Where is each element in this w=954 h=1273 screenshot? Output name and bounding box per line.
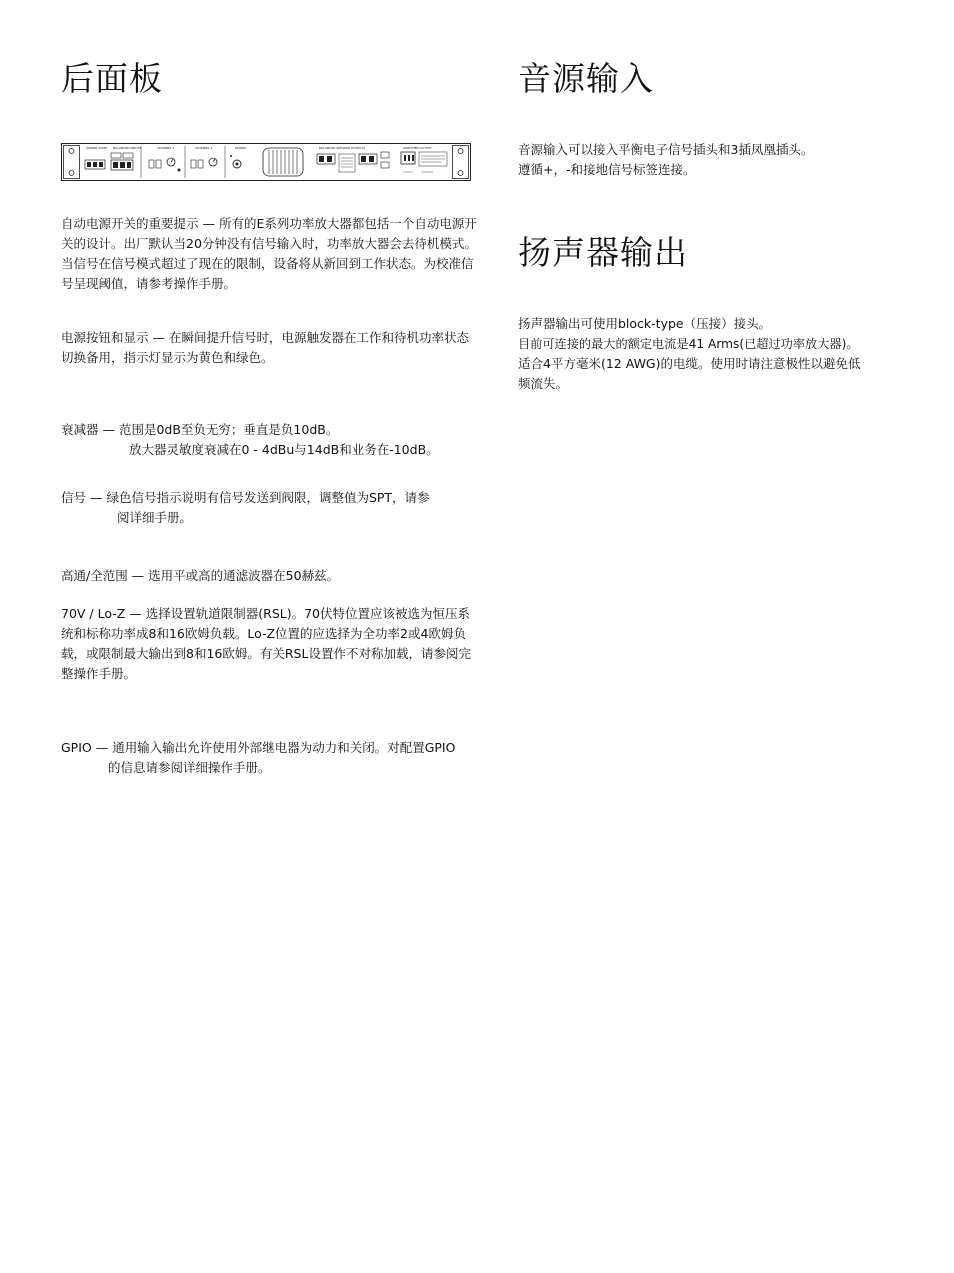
- audio-input-paragraph: [518, 140, 918, 180]
- speaker-output-line-4: 频流失。: [518, 376, 569, 391]
- panel-label-power: POWER: [235, 146, 247, 150]
- signal-paragraph: [61, 488, 481, 528]
- audio-input-line-1: 音源输入可以接入平衡电子信号插头和3插凤凰插头。: [518, 142, 814, 157]
- gpio-line-1: GPIO — 通用输入输出允许使用外部继电器为动力和关闭。对配置GPIO: [61, 740, 456, 755]
- gpio-paragraph: [61, 738, 481, 778]
- panel-label-speaker-outputs: BALANCED SPEAKER OUTPUTS: [319, 146, 366, 150]
- signal-line-1: 信号 — 绿色信号指示说明有信号发送到阀限，调整值为SPT，请参: [61, 490, 430, 505]
- power-button-paragraph: [61, 328, 471, 368]
- panel-label-power-state: POWER STATE: [86, 146, 108, 150]
- attenuator-line-2: 放大器灵敏度衰减在0 - 4dBu与14dB和业务在-10dB。: [129, 442, 439, 457]
- panel-label-balanced-inputs: BALANCED INPUTS: [113, 146, 142, 150]
- power-button-text: 电源按钮和显示 — 在瞬间提升信号时，电源触发器在工作和待机功率状态切换备用，指示灯显示为黄色和绿色。: [61, 330, 469, 365]
- audio-input-heading: 音源输入: [518, 59, 654, 98]
- speaker-output-line-2: 目前可连接的最大的额定电流是41 Arms(已超过功率放大器)。: [518, 337, 859, 351]
- rear-panel-diagram: [61, 140, 471, 184]
- gpio-line-2: 的信息请参阅详细操作手册。: [108, 760, 271, 775]
- highpass-text: 高通/全范围 — 选用平或高的通滤波器在50赫兹。: [61, 568, 340, 583]
- panel-label-channel-1: CHANNEL 1: [157, 146, 175, 150]
- speaker-output-paragraph: [518, 314, 918, 394]
- signal-line-2: 阅详细手册。: [117, 510, 193, 525]
- speaker-output-line-3: 适合4平方毫米(12 AWG)的电缆。使用时请注意极性以避免低: [518, 356, 861, 371]
- panel-label-channel-2: CHANNEL 2: [195, 146, 213, 150]
- audio-input-line-2: 遵循+，-和接地信号标签连接。: [518, 162, 696, 177]
- seventy-v-text: 70V / Lo-Z — 选择设置轨道限制器(RSL)。70伏特位置应该被选为恒压系统和标称功率成8和16欧姆负载。Lo-Z位置的应选择为全功率2或4欧姆负载，或限制最大输出到8和16欧姆。有关RSL设置作不对称加载，请参阅完整操作手册。: [61, 606, 471, 681]
- highpass-paragraph: [61, 566, 481, 586]
- speaker-output-heading: 扬声器输出: [518, 233, 688, 272]
- seventy-v-paragraph: [61, 604, 479, 684]
- rear-panel-heading: 后面板: [61, 59, 163, 98]
- auto-power-text: 自动电源开关的重要提示 — 所有的E系列功率放大器都包括一个自动电源开关的设计。出厂默认当20分钟没有信号输入时，功率放大器会去待机模式。当信号在信号模式超过了现在的限制，设备将从新回到工作状态。为校准信号呈现阈值，请参考操作手册。: [61, 216, 477, 291]
- speaker-output-line-1: 扬声器输出可使用block-type（压接）接头。: [518, 316, 772, 331]
- panel-label-amplifier-output: AMPLIFIER OUTPUT: [403, 146, 432, 150]
- auto-power-paragraph: [61, 214, 479, 294]
- attenuator-paragraph: [61, 420, 481, 460]
- attenuator-line-1: 衰减器 — 范围是0dB至负无穷；垂直是负10dB。: [61, 422, 339, 437]
- rear-panel-illustration: [61, 140, 471, 184]
